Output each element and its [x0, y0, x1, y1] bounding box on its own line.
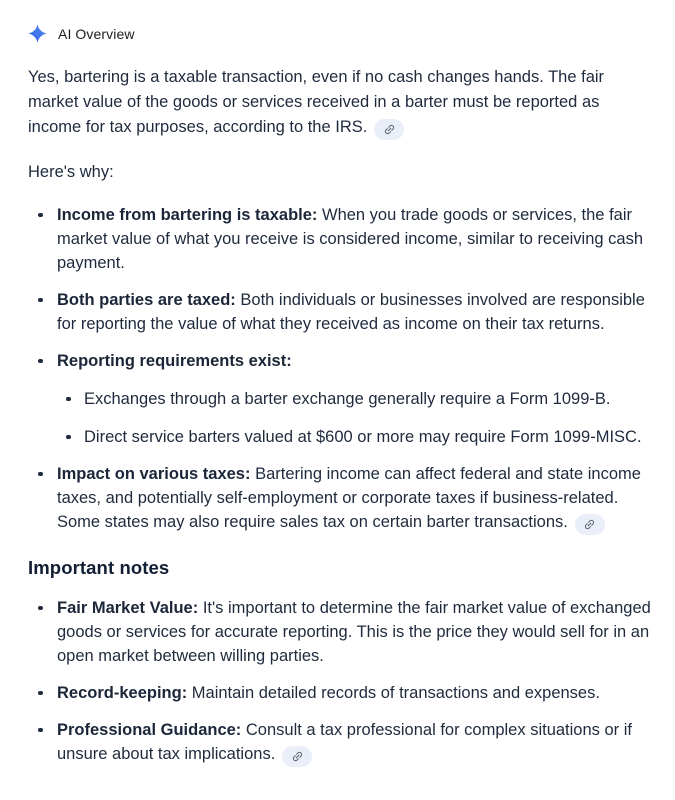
heres-why-heading: Here's why: [28, 163, 114, 181]
list-item [28, 718, 651, 767]
list-item [28, 288, 651, 336]
source-link-chip[interactable] [374, 119, 404, 140]
sublist-item [57, 425, 651, 449]
list-item-text: When you trade goods or services, the fair market value of what you receive is considered income, similar to receiving cash payment. [57, 206, 644, 272]
list-item-lead: Impact on various taxes: [57, 465, 251, 483]
sublist-item-text: Exchanges through a barter exchange generally require a Form 1099-B. [84, 390, 611, 408]
ai-overview-header [28, 24, 651, 43]
list-item [28, 681, 651, 705]
reporting-sublist [57, 387, 651, 449]
source-link-chip[interactable] [575, 514, 605, 535]
list-item [28, 349, 651, 449]
intro-text: Yes, bartering is a taxable transaction, even if no cash changes hands. The fair market value of the goods or services received in a barter must be reported as income for tax purposes, according to the IRS. [28, 68, 605, 136]
list-item-text: It's important to determine the fair market value of exchanged goods or services for accurate reporting. This is the price they would sell for in an open market between willing parties. [57, 599, 651, 665]
link-icon [291, 750, 304, 763]
ai-overview-title: AI Overview [58, 25, 135, 42]
list-item-lead: Professional Guidance: [57, 721, 242, 739]
list-item-text: Maintain detailed records of transactions and expenses. [191, 684, 600, 702]
list-item-text: Bartering income can affect federal and state income taxes, and potentially self-employment or corporate taxes if business-related. Some states may also require sales tax on certain barter transactions. [57, 465, 641, 531]
important-notes-heading: Important notes [28, 557, 170, 578]
list-item [28, 462, 651, 535]
list-item [28, 596, 651, 668]
important-notes-list [28, 596, 651, 767]
list-item-text: Consult a tax professional for complex situations or if unsure about tax implications. [57, 721, 632, 763]
list-item-lead: Record-keeping: [57, 684, 188, 702]
link-icon [583, 518, 596, 531]
list-item-text: Both individuals or businesses involved are responsible for reporting the value of what they received as income on their tax returns. [57, 291, 645, 333]
list-item-lead: Income from bartering is taxable: [57, 206, 318, 224]
source-link-chip[interactable] [282, 746, 312, 767]
sublist-item [57, 387, 651, 411]
list-item [28, 203, 651, 275]
why-list [28, 203, 651, 535]
list-item-lead: Fair Market Value: [57, 599, 199, 617]
sublist-item-text: Direct service barters valued at $600 or more may require Form 1099-MISC. [84, 428, 642, 446]
list-item-lead: Both parties are taxed: [57, 291, 236, 309]
intro-paragraph [28, 65, 651, 140]
link-icon [383, 123, 396, 136]
gemini-sparkle-icon [28, 24, 47, 43]
list-item-lead: Reporting requirements exist: [57, 352, 292, 370]
